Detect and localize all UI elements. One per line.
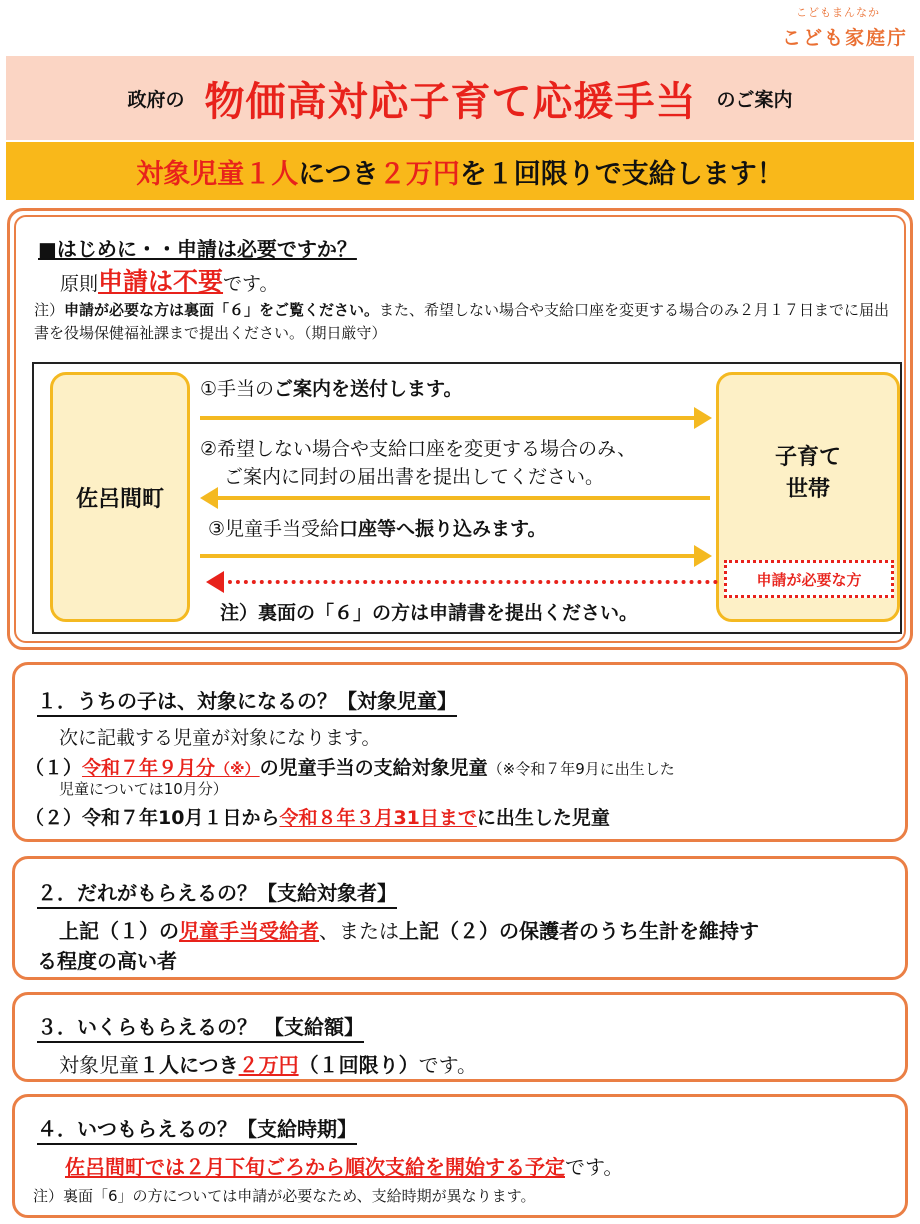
section-2-part-1: 上記（１）の xyxy=(59,919,179,943)
title-band xyxy=(6,56,914,140)
section-3-part-3: ２万円 xyxy=(238,1053,299,1077)
step-2-text-line-1: ②希望しない場合や支給口座を変更する場合のみ、 xyxy=(200,438,637,460)
section-2-part-2: 児童手当受給者 xyxy=(179,919,319,943)
section-amount xyxy=(12,992,908,1082)
section-2-part-3: 、または xyxy=(319,919,399,943)
intro-note xyxy=(34,299,904,345)
item-2-red: 令和８年３月31日まで xyxy=(279,807,477,829)
item-1-mark: （※） xyxy=(215,760,260,778)
section-3-part-1: 対象児童 xyxy=(59,1053,139,1077)
intro-note-rest: また、希望しない場合や支給口座を変更する場合のみ２月１７日までに届出書を役場保健福祉課まで提出ください。（期日厳守） xyxy=(34,301,890,342)
item-1-note-2: 児童については10月分） xyxy=(59,780,228,798)
item-2-prefix: （２）令和７年10月１日から xyxy=(25,807,280,829)
section-4-heading: ４．いつもらえるの？【支給時期】 xyxy=(37,1113,357,1145)
step-1-bold: ご案内を送付します。 xyxy=(274,378,463,400)
section-3-line xyxy=(59,1049,477,1078)
section-1-intro: 次に記載する児童が対象になります。 xyxy=(59,727,381,749)
intro-section xyxy=(7,208,913,650)
subtitle-part-1: 対象児童 xyxy=(136,158,245,190)
step-3-text xyxy=(208,514,547,541)
section-3-part-5: です。 xyxy=(418,1053,478,1077)
subtitle-part-2: １人 xyxy=(244,158,299,190)
logo-tagline: こどもまんなか xyxy=(796,6,880,19)
logo-name: こども家庭庁 xyxy=(781,27,908,49)
step-1-text xyxy=(200,374,463,401)
subtitle-part-5: を１回限りで支給します！ xyxy=(459,158,784,190)
section-4-suffix: です。 xyxy=(565,1155,624,1179)
section-1-heading: １．うちの子は、対象になるの？【対象児童】 xyxy=(37,685,457,717)
household-node-label-2: 世帯 xyxy=(785,477,830,502)
household-node-label xyxy=(775,442,841,506)
intro-line-emphasis: 申請は不要 xyxy=(98,267,224,296)
section-timing xyxy=(12,1094,908,1218)
section-1-item-2 xyxy=(25,803,610,830)
household-node-label-1: 子育て xyxy=(774,445,841,470)
section-2-line-2: る程度の高い者 xyxy=(37,949,177,973)
item-1-note-1: （※令和７年9月に出生した xyxy=(487,760,675,778)
section-eligible-children xyxy=(12,662,908,842)
item-1-rest: の児童手当の支給対象児童 xyxy=(259,757,488,779)
section-4-note: 注）裏面「6」の方については申請が必要なため、支給時期が異なります。 xyxy=(33,1187,536,1205)
page-title: 物価高対応子育て応援手当 xyxy=(204,78,697,125)
section-4-red: 佐呂間町では２月下旬ごろから順次支給を開始する予定 xyxy=(65,1155,565,1179)
item-1-number: （１） xyxy=(25,757,83,779)
section-3-part-2: １人につき xyxy=(139,1053,239,1077)
section-recipients xyxy=(12,856,908,980)
subtitle-part-4: ２万円 xyxy=(378,158,460,190)
arrow-send-notice xyxy=(200,416,708,420)
intro-line xyxy=(60,262,279,298)
intro-line-suffix: です。 xyxy=(223,273,279,295)
intro-heading: ■はじめに・・申請は必要ですか？ xyxy=(38,237,357,261)
section-2-line-1 xyxy=(37,915,759,944)
intro-line-prefix: 原則 xyxy=(60,273,99,295)
intro-section-inner-border xyxy=(14,215,906,643)
section-3-part-4: （１回限り） xyxy=(298,1053,419,1077)
arrow-application-dotted xyxy=(220,580,718,584)
intro-note-prefix: 注） xyxy=(34,301,65,319)
agency-logo xyxy=(758,4,908,48)
step-3-prefix: ③児童手当受給 xyxy=(208,518,340,540)
section-1-item-1 xyxy=(25,753,675,780)
section-2-heading: ２．だれがもらえるの？【支給対象者】 xyxy=(37,877,397,909)
application-needed-badge: 申請が必要な方 xyxy=(724,560,894,598)
diagram-note: 注）裏面の「６」の方は申請書を提出ください。 xyxy=(220,602,639,624)
title-prefix: 政府の xyxy=(127,88,185,111)
item-2-suffix: に出生した児童 xyxy=(476,807,610,829)
step-3-bold: 口座等へ振り込みます。 xyxy=(339,518,547,540)
section-2-part-4: 上記（２）の保護者のうち生計を維持す xyxy=(399,919,759,943)
item-1-red: 令和７年９月分 xyxy=(82,757,216,779)
town-node-label: 佐呂間町 xyxy=(75,486,164,512)
title-suffix: のご案内 xyxy=(716,88,793,111)
subtitle-band xyxy=(6,142,914,200)
step-1-prefix: ①手当の xyxy=(200,378,275,400)
section-3-heading: ３．いくらもらえるの？ 【支給額】 xyxy=(37,1011,364,1043)
section-4-line xyxy=(65,1151,623,1180)
subtitle-part-3: につき xyxy=(298,158,379,190)
intro-note-bold: 申請が必要な方は裏面「６」をご覧ください。 xyxy=(64,301,380,319)
step-2-text-line-2: ご案内に同封の届出書を提出してください。 xyxy=(224,466,605,488)
arrow-return-form xyxy=(214,496,710,500)
flow-diagram xyxy=(32,362,902,634)
arrow-payment xyxy=(200,554,708,558)
town-node xyxy=(50,372,190,622)
